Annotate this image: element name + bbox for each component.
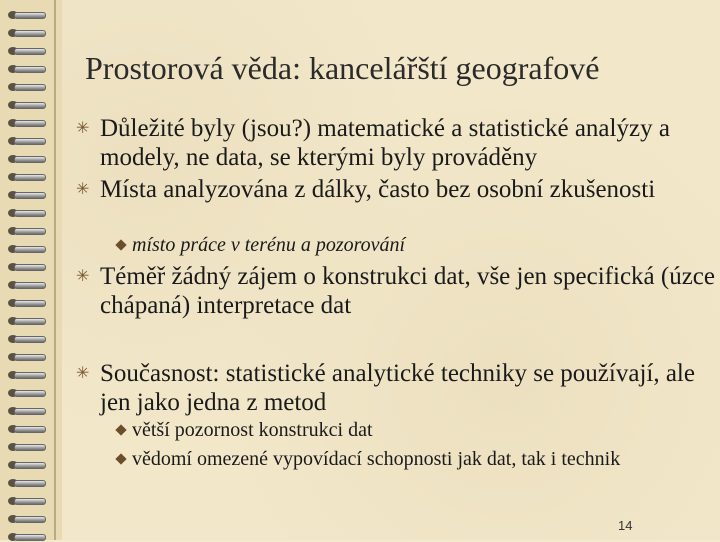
asterisk-bullet-icon: ✳ [76, 179, 90, 198]
binder-ring [8, 460, 46, 470]
binder-ring [8, 298, 46, 308]
bullet-text: Důležité byly (jsou?) matematické a statistické analýzy a modely, ne data, se kterými byly prováděny [100, 115, 670, 171]
bullet-text: Místa analyzována z dálky, často bez osobní zkušenosti [100, 176, 656, 203]
binder-ring [8, 370, 46, 380]
binder-ring [8, 172, 46, 182]
binder-ring [8, 262, 46, 272]
bullet-text: větší pozornost konstrukci dat [132, 419, 373, 441]
bullet-text: Současnost: statistické analytické techniky se používají, ale jen jako jedna z metod [100, 360, 695, 416]
page-number: 14 [618, 518, 633, 533]
sub-bullet-item [132, 418, 692, 442]
asterisk-bullet-icon: ✳ [76, 118, 90, 137]
binder-ring [8, 424, 46, 434]
binder-ring [8, 118, 46, 128]
bullet-text: vědomí omezené vypovídací schopnosti jak dat, tak i technik [132, 448, 621, 470]
binder-ring [8, 10, 46, 20]
binder-ring [8, 280, 46, 290]
binder-ring [8, 244, 46, 254]
binder-ring [8, 388, 46, 398]
binder-ring [8, 532, 46, 542]
binder-ring [8, 64, 46, 74]
binder-ring [8, 136, 46, 146]
binder-ring [8, 28, 46, 38]
binding-spine [0, 0, 62, 540]
sub-bullet-item [132, 447, 672, 471]
asterisk-bullet-icon: ✳ [76, 363, 90, 382]
bullet-text: Téměř žádný zájem o konstrukci dat, vše jen specifická (úzce chápaná) interpretace dat [100, 263, 716, 319]
slide-title: Prostorová věda: kancelářští geografové [85, 50, 600, 86]
bullet-item [76, 114, 720, 172]
binder-ring [8, 100, 46, 110]
binder-ring [8, 406, 46, 416]
binder-ring [8, 208, 46, 218]
binder-ring [8, 46, 46, 56]
binder-ring [8, 496, 46, 506]
binder-ring [8, 316, 46, 326]
asterisk-bullet-icon: ✳ [76, 266, 90, 285]
binder-ring [8, 82, 46, 92]
binder-ring [8, 478, 46, 488]
binder-ring [8, 154, 46, 164]
binder-ring [8, 352, 46, 362]
sub-bullet-item [132, 233, 692, 257]
binder-ring [8, 226, 46, 236]
binder-ring [8, 334, 46, 344]
binder-ring [8, 190, 46, 200]
bullet-item [76, 175, 720, 204]
bullet-text: místo práce v terénu a pozorování [132, 234, 406, 256]
bullet-item [76, 359, 720, 417]
bullet-item [76, 262, 720, 320]
binder-ring [8, 442, 46, 452]
binder-ring [8, 514, 46, 524]
spine-border [54, 0, 56, 540]
